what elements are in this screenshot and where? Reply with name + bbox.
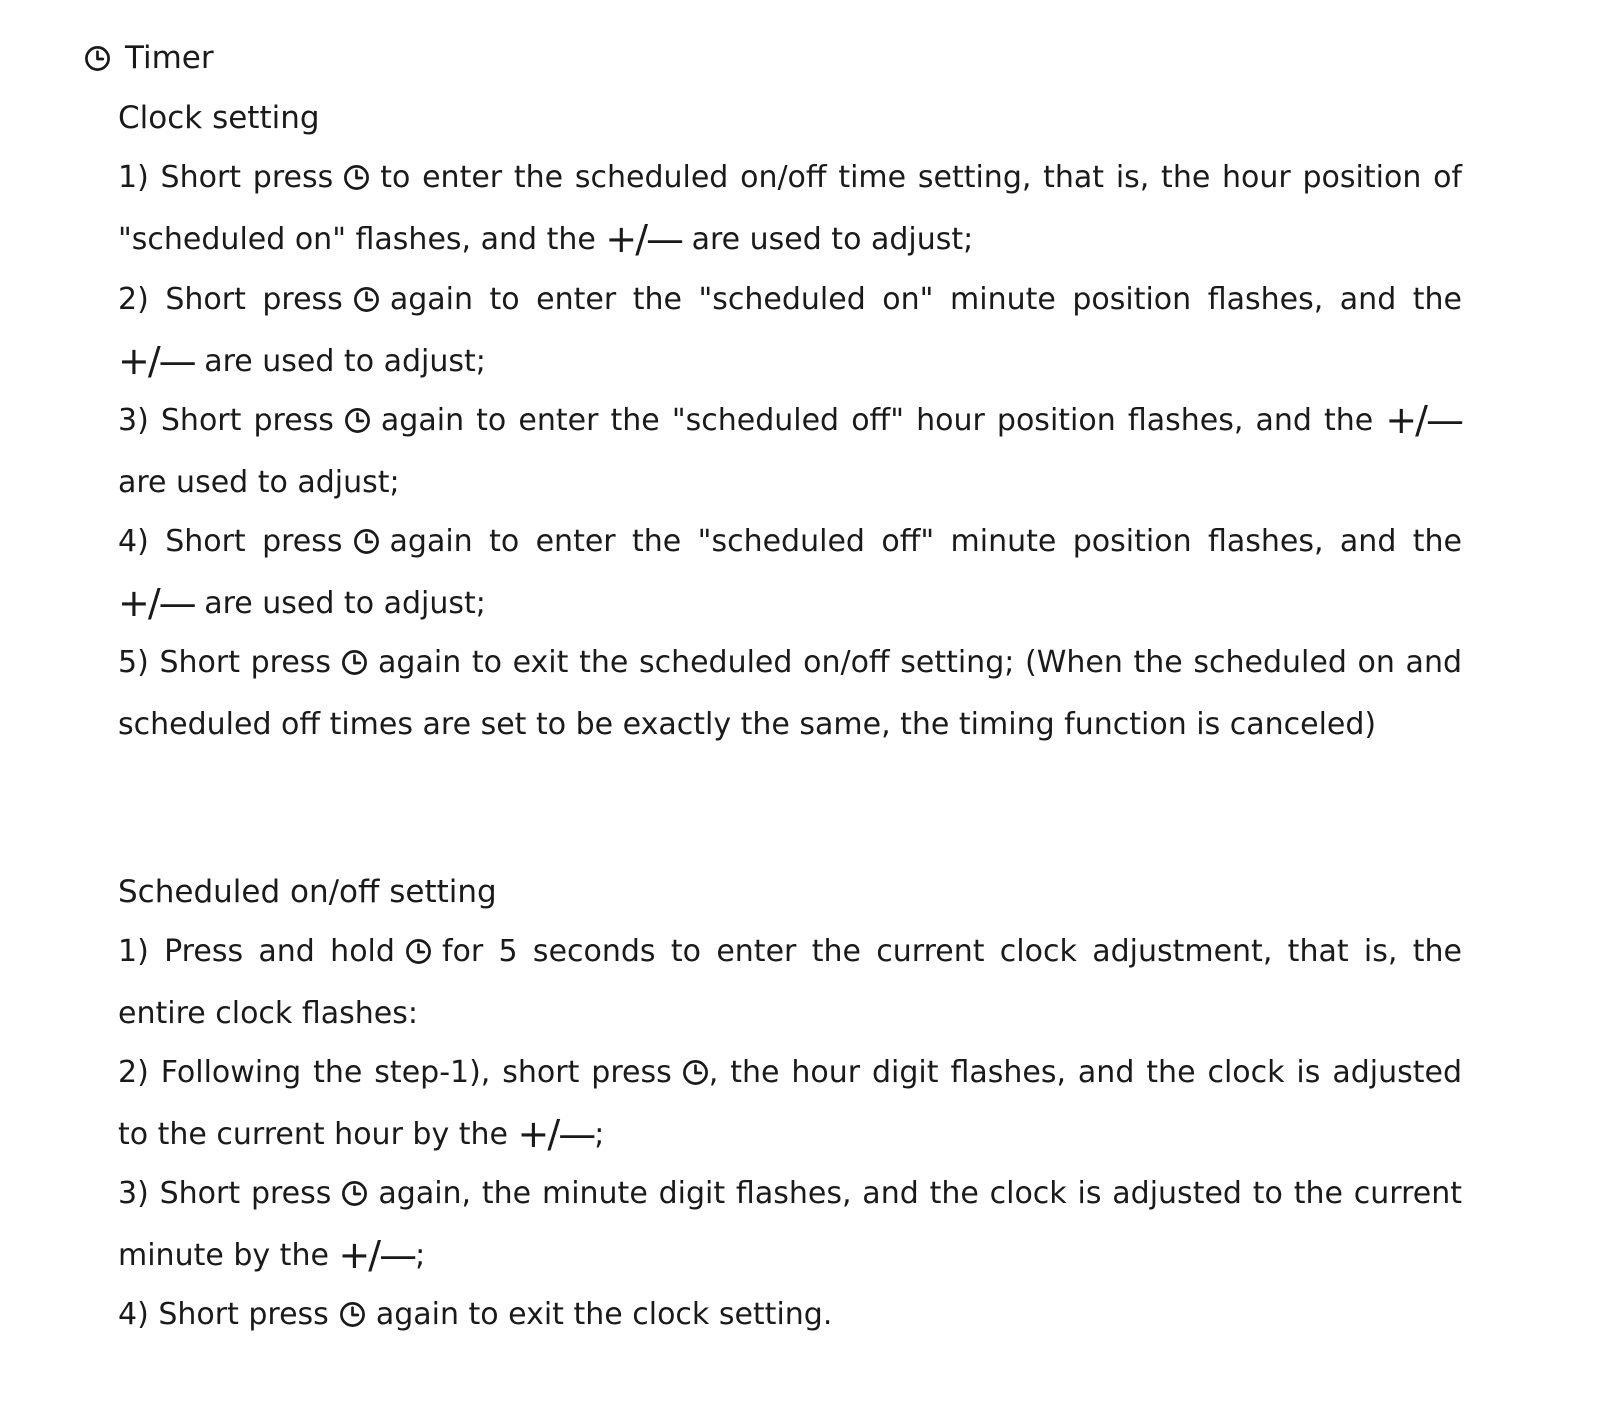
subheading-scheduled-setting: Scheduled on/off setting [118, 874, 497, 910]
clock-icon [339, 1301, 366, 1328]
step-item: 4) Short press again to exit the clock setting. [118, 1297, 833, 1332]
plus-minus-icon: +/— [1385, 398, 1462, 442]
plus-minus-icon: +/— [118, 338, 195, 383]
step-item: 5) Short press again to exit the scheduled on/off setting; (When the scheduled on and scheduled off times are set to be exactly the same, the timing function is canceled) [118, 645, 1462, 742]
plus-minus-icon: +/— [605, 216, 683, 261]
clock-icon [405, 938, 432, 965]
title-text: Timer [125, 40, 214, 76]
clock-icon [353, 286, 380, 313]
clock-icon [353, 528, 380, 555]
step-item: 3) Short press again to enter the "scheduled off" hour position flashes, and the +/— are used to adjust; [118, 398, 1462, 500]
clock-icon [344, 407, 371, 434]
section-title [84, 36, 214, 80]
step-item: 2) Short press again to enter the "scheduled on" minute position flashes, and the +/— are used to adjust; [118, 282, 1463, 383]
clock-icon [341, 649, 368, 676]
step-item: 1) Press and hold for 5 seconds to enter the current clock adjustment, that is, the entire clock flashes: [118, 934, 1463, 1031]
step-item: 1) Short press to enter the scheduled on/off time setting, that is, the hour position of "scheduled on" flashes, and the +/— are used to adjust; [118, 160, 1462, 261]
clock-icon [682, 1059, 709, 1086]
clock-icon [343, 164, 370, 191]
step-item: 4) Short press again to enter the "scheduled off" minute position flashes, and the +/— are used to adjust; [118, 524, 1462, 625]
step-item: 2) Following the step-1), short press , the hour digit flashes, and the clock is adjusted to the current hour by the +/—; [118, 1055, 1462, 1156]
subheading-clock-setting: Clock setting [118, 100, 320, 136]
clock-icon [341, 1180, 368, 1207]
plus-minus-icon: +/— [118, 580, 195, 625]
step-item: 3) Short press again, the minute digit flashes, and the clock is adjusted to the current minute by the +/—; [118, 1176, 1462, 1277]
plus-minus-icon: +/— [338, 1232, 416, 1277]
clock-icon [84, 45, 111, 72]
plus-minus-icon: +/— [517, 1111, 595, 1156]
